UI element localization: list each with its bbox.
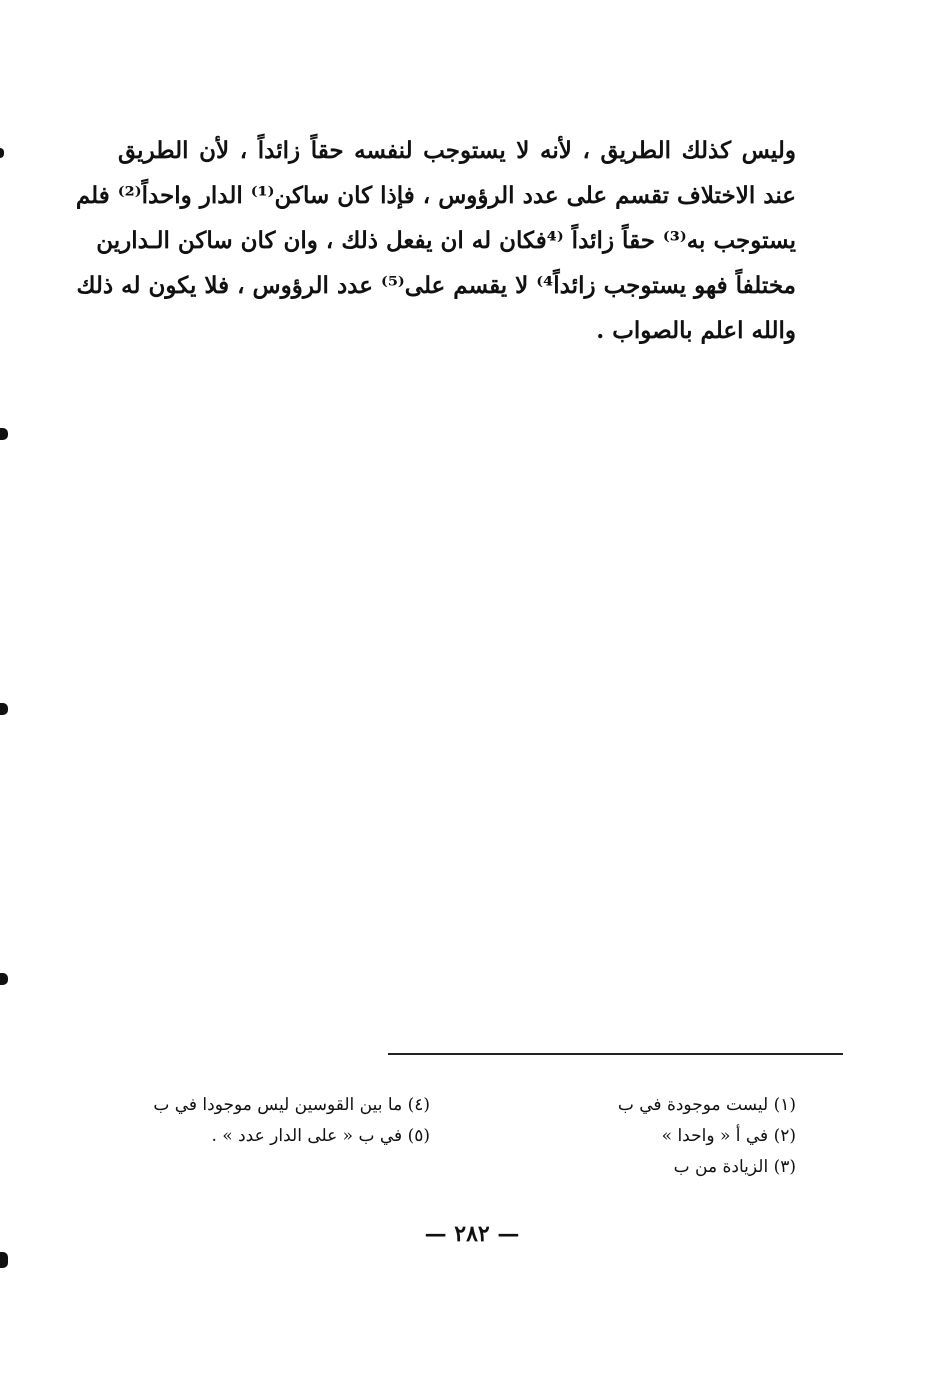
scan-edge-mark: [0, 148, 4, 158]
text-line-4: مختلفاً فهو يستوجب زائداً⁴⁾ لا يقسم على⁽⁵⁾ عدد الرؤوس ، فلا يكون له ذلك: [76, 272, 796, 299]
text-line-5: والله اعلم بالصواب .: [596, 317, 796, 344]
scan-edge-mark: [0, 973, 8, 985]
text-line-2: عند الاختلاف تقسم على عدد الرؤوس ، فإذا كان ساكن⁽¹⁾ الدار واحداً⁽²⁾ فلم: [75, 182, 796, 209]
text-line-1: وليس كذلك الطريق ، لأنه لا يستوجب لنفسه حقاً زائداً ، لأن الطريق: [118, 137, 796, 164]
footnote-divider: [388, 1053, 843, 1055]
text-line-3: يستوجب به⁽³⁾ حقاً زائداً ⁽⁴فكان له ان يفعل ذلك ، وان كان ساكن الـدارين: [96, 227, 796, 254]
footnote-1: (١) ليست موجودة في ب: [617, 1095, 796, 1115]
footnote-5: (٥) في ب « على الدار عدد » .: [211, 1126, 430, 1146]
footnote-2: (٢) في أ « واحدا »: [661, 1126, 796, 1146]
scan-edge-mark: [0, 703, 8, 715]
scan-edge-mark: [0, 1252, 8, 1268]
footnote-4: (٤) ما بين القوسين ليس موجودا في ب: [153, 1095, 430, 1115]
scan-edge-mark: [0, 428, 8, 440]
main-text: [75, 128, 796, 353]
page-number: — ٢٨٢ —: [424, 1221, 520, 1247]
footnote-3: (٣) الزيادة من ب: [673, 1157, 796, 1177]
footnotes-left-column: [100, 1090, 430, 1152]
footnotes-right-column: [516, 1090, 796, 1183]
